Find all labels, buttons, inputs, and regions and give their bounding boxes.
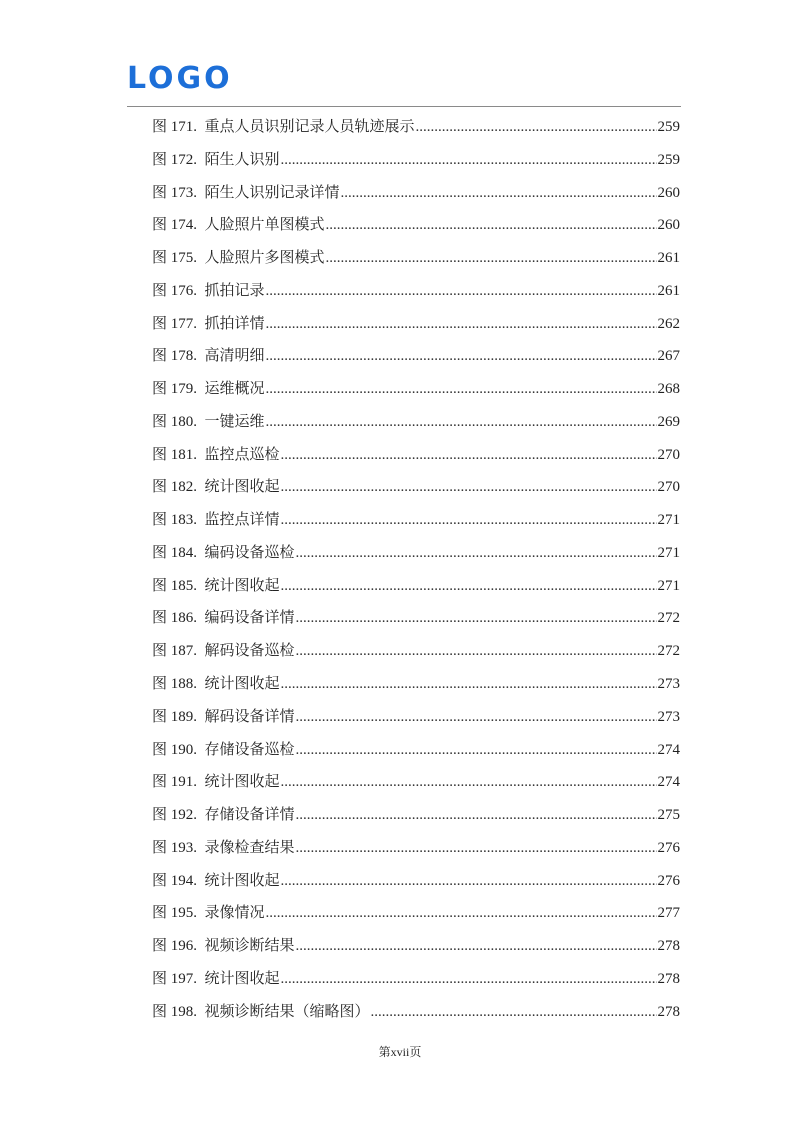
toc-entry-page: 269	[657, 413, 680, 430]
logo: LOGO	[127, 61, 233, 96]
toc-entry[interactable]	[152, 144, 680, 177]
toc-leader-dots	[266, 373, 657, 406]
toc-entry[interactable]	[152, 308, 680, 341]
toc-leader-dots	[416, 111, 657, 144]
toc-leader-dots	[326, 242, 657, 275]
toc-entry-page: 278	[657, 1003, 680, 1020]
toc-leader-dots	[281, 570, 657, 603]
toc-entry-page: 273	[657, 708, 680, 725]
toc-entry-page: 260	[657, 217, 680, 234]
toc-entry[interactable]	[152, 373, 680, 406]
toc-entry-page: 278	[657, 938, 680, 955]
toc-entry[interactable]	[152, 799, 680, 832]
toc-entry[interactable]	[152, 242, 680, 275]
toc-entry-label: 图 179. 运维概况	[152, 381, 265, 398]
toc-entry-label: 图 184. 编码设备巡检	[152, 544, 295, 561]
toc-entry[interactable]	[152, 439, 680, 472]
toc-entry-label: 图 194. 统计图收起	[152, 872, 280, 889]
toc-entry-label: 图 192. 存储设备详情	[152, 807, 295, 824]
toc-entry-page: 272	[657, 610, 680, 627]
toc-entry-label: 图 187. 解码设备巡检	[152, 643, 295, 660]
toc-entry[interactable]	[152, 602, 680, 635]
toc-entry[interactable]	[152, 471, 680, 504]
toc-leader-dots	[296, 930, 657, 963]
toc-entry-label: 图 177. 抓拍详情	[152, 315, 265, 332]
toc-entry-label: 图 197. 统计图收起	[152, 970, 280, 987]
toc-entry-label: 图 196. 视频诊断结果	[152, 938, 295, 955]
toc-entry-page: 270	[657, 479, 680, 496]
toc-entry-label: 图 183. 监控点详情	[152, 512, 280, 529]
page-number: 第xvii页	[378, 1045, 422, 1059]
toc-entry-page: 275	[657, 807, 680, 824]
toc-entry-page: 274	[657, 774, 680, 791]
toc-entry[interactable]	[152, 340, 680, 373]
toc-entry[interactable]	[152, 996, 680, 1029]
toc-entry-page: 270	[657, 446, 680, 463]
toc-entry-label: 图 189. 解码设备详情	[152, 708, 295, 725]
toc-entry-page: 260	[657, 184, 680, 201]
toc-entry-page: 261	[657, 282, 680, 299]
toc-leader-dots	[281, 439, 657, 472]
table-of-figures	[152, 111, 680, 1028]
toc-leader-dots	[296, 537, 657, 570]
toc-entry[interactable]	[152, 111, 680, 144]
toc-entry-label: 图 193. 录像检查结果	[152, 839, 295, 856]
toc-leader-dots	[296, 832, 657, 865]
toc-entry-label: 图 180. 一键运维	[152, 413, 265, 430]
toc-entry[interactable]	[152, 963, 680, 996]
toc-entry-label: 图 185. 统计图收起	[152, 577, 280, 594]
toc-entry[interactable]	[152, 504, 680, 537]
toc-entry[interactable]	[152, 209, 680, 242]
toc-leader-dots	[281, 504, 657, 537]
toc-entry-label: 图 198. 视频诊断结果（缩略图）	[152, 1003, 370, 1020]
toc-leader-dots	[281, 766, 657, 799]
toc-entry-page: 271	[657, 544, 680, 561]
toc-leader-dots	[296, 635, 657, 668]
toc-leader-dots	[341, 177, 657, 210]
toc-leader-dots	[296, 602, 657, 635]
toc-entry[interactable]	[152, 734, 680, 767]
toc-entry-page: 278	[657, 970, 680, 987]
toc-leader-dots	[281, 865, 657, 898]
toc-entry[interactable]	[152, 275, 680, 308]
toc-entry-label: 图 175. 人脸照片多图模式	[152, 250, 325, 267]
toc-entry-page: 259	[657, 119, 680, 135]
toc-leader-dots	[296, 734, 657, 767]
toc-leader-dots	[281, 471, 657, 504]
header-divider	[127, 106, 681, 107]
toc-entry-label: 图 188. 统计图收起	[152, 676, 280, 693]
toc-leader-dots	[266, 897, 657, 930]
toc-leader-dots	[266, 275, 657, 308]
toc-leader-dots	[326, 209, 657, 242]
toc-entry-page: 271	[657, 512, 680, 529]
toc-leader-dots	[296, 701, 657, 734]
toc-entry-page: 276	[657, 839, 680, 856]
toc-leader-dots	[266, 340, 657, 373]
toc-leader-dots	[266, 406, 657, 439]
toc-entry[interactable]	[152, 766, 680, 799]
toc-entry-page: 259	[657, 151, 680, 168]
toc-entry-label: 图 174. 人脸照片单图模式	[152, 217, 325, 234]
toc-entry-page: 267	[657, 348, 680, 365]
toc-entry[interactable]	[152, 930, 680, 963]
toc-leader-dots	[371, 996, 657, 1029]
toc-entry-label: 图 181. 监控点巡检	[152, 446, 280, 463]
toc-entry-label: 图 171. 重点人员识别记录人员轨迹展示	[152, 119, 415, 135]
toc-entry-page: 277	[657, 905, 680, 922]
toc-entry[interactable]	[152, 668, 680, 701]
toc-entry-page: 274	[657, 741, 680, 758]
toc-entry-page: 272	[657, 643, 680, 660]
toc-leader-dots	[281, 668, 657, 701]
toc-entry-page: 262	[657, 315, 680, 332]
toc-entry-page: 268	[657, 381, 680, 398]
toc-leader-dots	[266, 308, 657, 341]
toc-entry[interactable]	[152, 406, 680, 439]
toc-entry-label: 图 176. 抓拍记录	[152, 282, 265, 299]
toc-entry[interactable]	[152, 570, 680, 603]
toc-entry[interactable]	[152, 897, 680, 930]
toc-entry-page: 276	[657, 872, 680, 889]
toc-entry-label: 图 190. 存储设备巡检	[152, 741, 295, 758]
toc-entry[interactable]	[152, 832, 680, 865]
toc-entry-page: 261	[657, 250, 680, 267]
toc-entry-label: 图 173. 陌生人识别记录详情	[152, 184, 340, 201]
toc-entry-label: 图 186. 编码设备详情	[152, 610, 295, 627]
toc-entry-page: 273	[657, 676, 680, 693]
toc-entry-label: 图 178. 高清明细	[152, 348, 265, 365]
toc-entry-label: 图 195. 录像情况	[152, 905, 265, 922]
toc-entry[interactable]	[152, 635, 680, 668]
toc-entry-page: 271	[657, 577, 680, 594]
toc-entry[interactable]	[152, 701, 680, 734]
toc-entry[interactable]	[152, 177, 680, 210]
toc-leader-dots	[296, 799, 657, 832]
toc-entry[interactable]	[152, 865, 680, 898]
toc-entry-label: 图 182. 统计图收起	[152, 479, 280, 496]
toc-entry[interactable]	[152, 537, 680, 570]
toc-entry-label: 图 172. 陌生人识别	[152, 151, 280, 168]
toc-entry-label: 图 191. 统计图收起	[152, 774, 280, 791]
toc-leader-dots	[281, 144, 657, 177]
toc-leader-dots	[281, 963, 657, 996]
